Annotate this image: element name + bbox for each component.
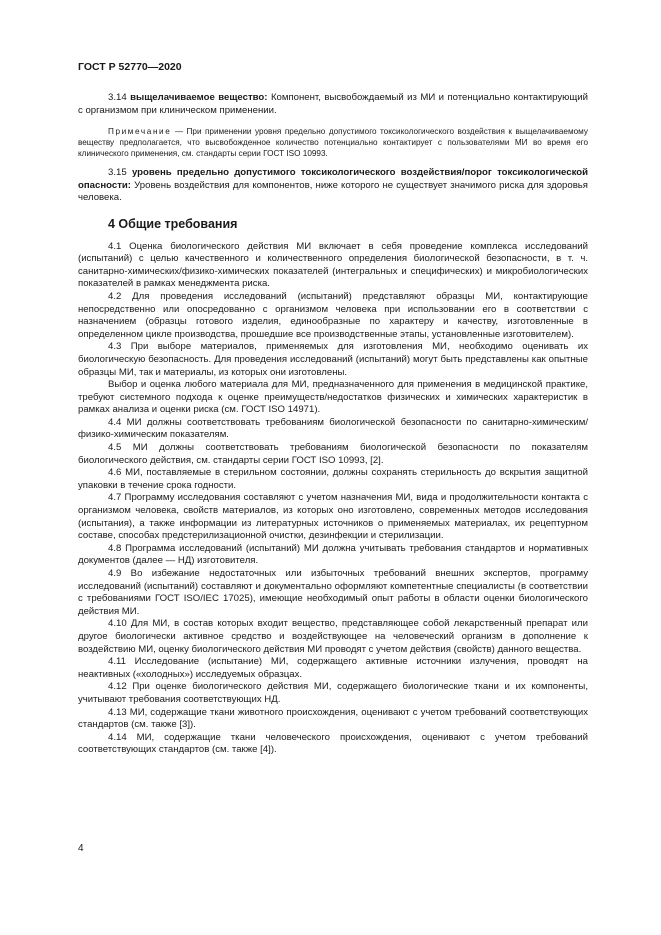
paragraph: 4.1 Оценка биологического действия МИ включает в себя проведение комплекса исследований (испытаний) с целью качественного и количественного определения биологической безопасности, в т. ч. санитарно-химических/физико-химических показателей (интегральных и специфических) и микробиологических показателей в рамках менеджмента риска.: [78, 240, 588, 290]
section-title: 4 Общие требования: [108, 216, 238, 231]
document-header: ГОСТ Р 52770—2020: [78, 61, 182, 73]
note: [78, 126, 588, 159]
paragraph: 4.5 МИ должны соответствовать требованиям биологической безопасности по показателям биологического действия, см. стандарты серии ГОСТ ISO 10993, [2].: [78, 442, 588, 466]
paragraph: 4.3 При выборе материалов, применяемых для изготовления МИ, необходимо оценивать их биологическую безопасность. Для проведения исследований (испытаний) могут быть представлены как опытные образцы МИ, так и материалы, из которых они изготовлены.: [78, 341, 588, 378]
definition-3-15: [78, 167, 588, 205]
paragraph: 4.14 МИ, содержащие ткани человеческого происхождения, оценивают с учетом требований соответствующих стандартов (см. также [4]).: [78, 731, 588, 756]
definition-number: 3.15: [108, 167, 127, 179]
paragraph: 4.11 Исследование (испытание) МИ, содержащего активные источники излучения, проводят на неактивных («холодных») исследуемых образцах.: [78, 656, 588, 680]
definition-text: Уровень воздействия для компонентов, ниже которого не существует значимого риска для здоровья человека.: [78, 179, 589, 204]
definition-number: 3.14: [108, 92, 127, 103]
paragraph: 4.6 МИ, поставляемые в стерильном состоянии, должны сохранять стерильность до вскрытия защитной упаковки в течение срока годности.: [78, 467, 588, 491]
page-content: [78, 92, 588, 757]
paragraph: 4.10 Для МИ, в состав которых входит вещество, представляющее собой лекарственный препарат или другое биологически активное средство и воздействующее на человеческий организм в дополнение к воздействию МИ, оценку биологического действия МИ проводят с учетом действия (свойств) данного вещества.: [78, 618, 588, 655]
definition-term: уровень предельно допустимого токсикологического воздействия/порог токсикологической опасности:: [78, 167, 588, 191]
paragraph: 4.13 МИ, содержащие ткани животного происхождения, оценивают с учетом требований соответствующих стандартов (см. также [3]).: [78, 706, 588, 731]
note-text: — При применении уровня предельно допустимого токсикологического воздействия к выщелачиваемому веществу предполагается, что высвобожденное количество потенциально контактирует с пользователями МИ во время его клинического применения, см. стандарты серии ГОСТ ISO 10993.: [78, 127, 588, 159]
paragraph: 4.7 Программу исследования составляют с учетом назначения МИ, вида и продолжительности контакта с организмом человека, свойств материалов, из которых оно изготовлено, современных методов исследования (испытания), а также информации из литературных источников о применяемых материалах, их рецептурном составе, способах предстерилизационной очистки, дезинфекции и стерилизации.: [78, 492, 588, 542]
definition-text: Компонент, высвобождаемый из МИ и потенциально контактирующий с организмом при клиническом применении.: [78, 92, 588, 116]
definition-3-14: [78, 92, 588, 117]
paragraph: 4.2 Для проведения исследований (испытаний) представляют образцы МИ, контактирующие непосредственно или опосредованно с организмом человека при использовании его в соответствии с назначением (образцы готового изделия, единообразные по характеру и качеству, изготовленные в определенном цикле производства, прошедшие все производственные этапы, установленные изготовителем).: [78, 290, 588, 340]
note-label: Примечание: [108, 127, 172, 137]
paragraph: 4.12 При оценке биологического действия МИ, содержащего биологические ткани и их компоненты, учитывают требования соответствующих НД.: [78, 681, 588, 705]
page-number: 4: [78, 843, 84, 854]
paragraph: 4.9 Во избежание недостаточных или избыточных требований внешних экспертов, программу исследований (испытаний) составляют и документально оформляют компетентные специалисты (в соответствии с требованиями ГОСТ ISO/IEC 17025), имеющие необходимый опыт работы в области оценки биологического действия МИ.: [78, 568, 588, 617]
paragraph: 4.8 Программа исследований (испытаний) МИ должна учитывать требования стандартов и нормативных документов (далее — НД) изготовителя.: [78, 542, 588, 567]
paragraph: Выбор и оценка любого материала для МИ, предназначенного для применения в медицинской практике, требуют системного подхода к оценке преимуществ/недостатков физических и химических характеристик в рамках анализа и оценки риска (см. ГОСТ ISO 14971).: [78, 379, 588, 416]
definition-term: выщелачиваемое вещество:: [130, 92, 268, 103]
paragraph: 4.4 МИ должны соответствовать требованиям биологической безопасности по санитарно-химическим/физико-химическим показателям.: [78, 416, 588, 441]
